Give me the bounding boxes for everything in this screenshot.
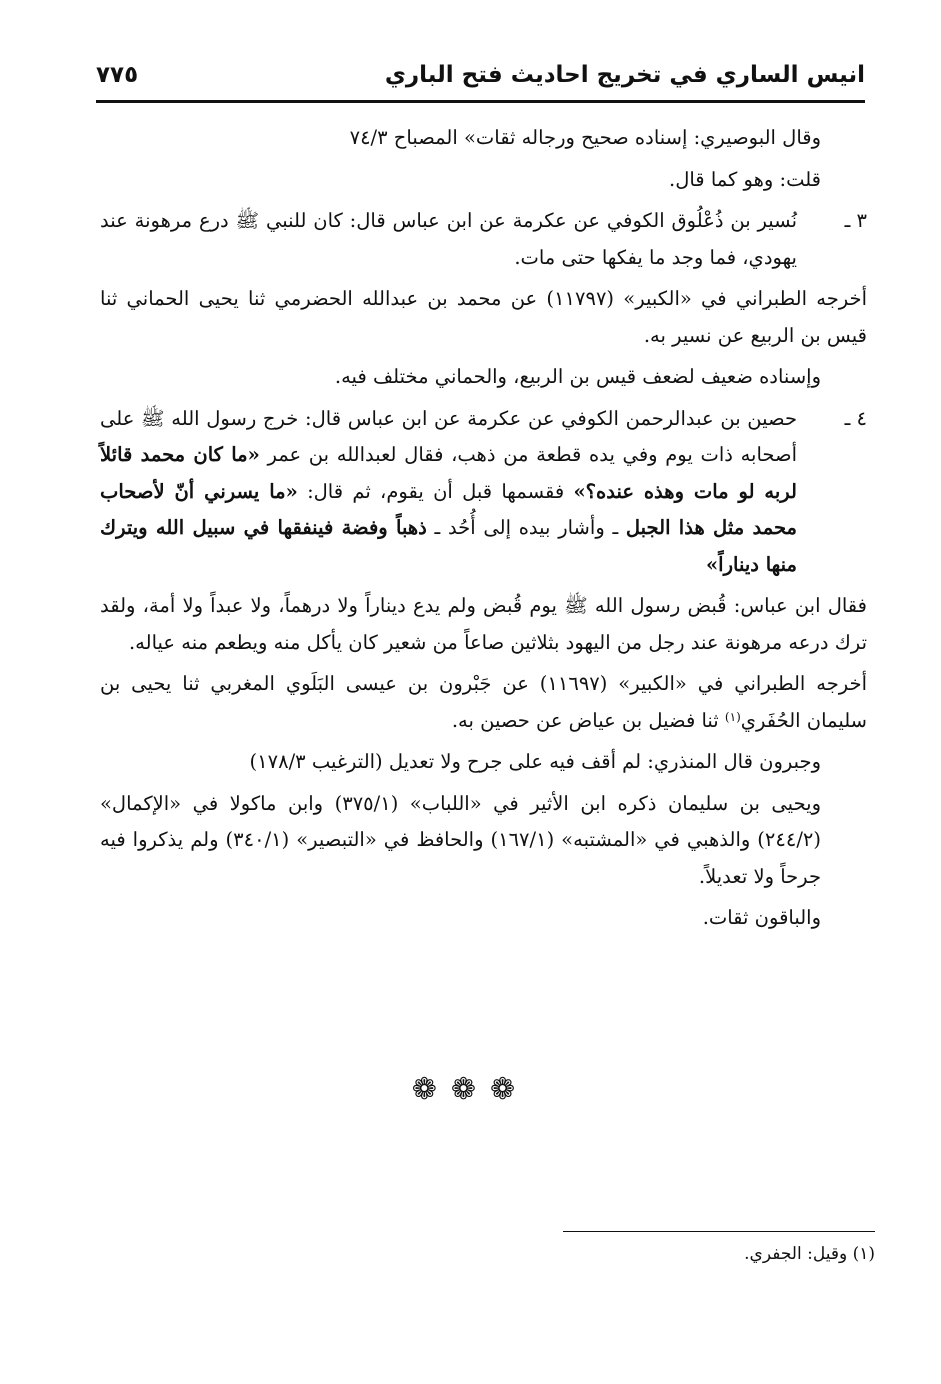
footnote-text: وقيل: الجفري. (744, 1244, 848, 1264)
item-number: ٣ ـ (844, 209, 867, 232)
paragraph-takhrij-2 (100, 666, 867, 739)
paragraph-yahya: ويحيى بن سليمان ذكره ابن الأثير في «اللباب» (٣٧٥/١) وابن ماكولا في «الإكمال» (٢٤٤/٢) والذهبي في «المشتبه» (١٦٧/١) والحافظ في «التبصير» (٣٤٠/١) ولم يذكروا فيه جرحاً ولا تعديلاً. (100, 791, 821, 888)
item-number: ٤ ـ (844, 406, 867, 430)
paragraph-busiri: وقال البوصيري: إسناده صحيح ورجاله ثقات» المصباح ٧٤/٣ (349, 126, 821, 149)
paragraph-qultu: قلت: وهو كما قال. (669, 167, 821, 191)
hadith-quote-3: ذهباً وفضة فينفقها في سبيل الله ويترك منها ديناراً» (100, 516, 797, 576)
page-number: ٧٧٥ (96, 62, 139, 88)
paragraph-jabrun: وجبرون قال المنذري: لم أقف فيه على جرح ولا تعديل (الترغيب ١٧٨/٣) (249, 750, 821, 773)
hadith-text: نُسير بن ذُعْلُوق الكوفي عن عكرمة عن ابن عباس قال: كان للنبي ﷺ درع مرهونة عند يهودي، فما وجد ما يفكها حتى مات. (100, 209, 797, 269)
takhrij-text-a: أخرجه الطبراني في «الكبير» (١١٦٩٧) عن جَبْرون بن عيسى البَلَوي المغربي ثنا يحيى بن سليمان الحُفَري (100, 672, 867, 732)
paragraph-baqun: والباقون ثقات. (702, 906, 821, 929)
section-ornament: ❁❁❁ (411, 1072, 530, 1107)
book-title: انيس الساري في تخريج احاديث فتح الباري (384, 62, 865, 88)
footnote (744, 1244, 875, 1264)
paragraph-isnad-1: وإسناده ضعيف لضعف قيس بن الربيع، والحماني مختلف فيه. (334, 365, 821, 388)
takhrij-text-b: ثنا فضيل بن عياض عن حصين به. (451, 708, 725, 732)
footnote-number: (١) (852, 1244, 875, 1264)
footnote-marker[interactable]: (١) (724, 709, 741, 724)
hadith-quote-2: «ما يسرني أنّ لأصحاب محمد مثل هذا الجبل (100, 479, 797, 539)
hadith-text-c: فقسمها قبل أن يقوم، ثم قال: (297, 479, 574, 503)
hadith-quote-1: «ما كان محمد قائلاً لربه لو مات وهذه عنده؟» (100, 443, 797, 503)
hadith-item-4 (100, 401, 867, 584)
paragraph-takhrij-1: أخرجه الطبراني في «الكبير» (١١٧٩٧) عن محمد بن عبدالله الحضرمي ثنا يحيى الحماني ثنا قيس بن الربيع عن نسير به. (100, 287, 867, 347)
hadith-item-3 (100, 203, 867, 276)
hadith-text-e: ـ وأشار بيده إلى أُحُد ـ (426, 516, 626, 539)
main-text (100, 120, 867, 942)
hadith-text-a: حصين بن عبدالرحمن الكوفي عن عكرمة عن ابن عباس قال: خرج رسول الله ﷺ على أصحابه ذات يوم وفي يده قطعة من ذهب، فقال لعبدالله بن عمر (100, 406, 797, 466)
paragraph-ibn-abbas: فقال ابن عباس: قُبض رسول الله ﷺ يوم قُبض ولم يدع ديناراً ولا درهماً، ولا عبداً ولا أمة، ولقد ترك درعه مرهونة عند رجل من اليهود بثلاثين صاعاً من شعير كان يأكل منه ويطعم منه عياله. (100, 594, 867, 654)
footnote-divider (563, 1231, 875, 1232)
running-header (96, 60, 865, 103)
